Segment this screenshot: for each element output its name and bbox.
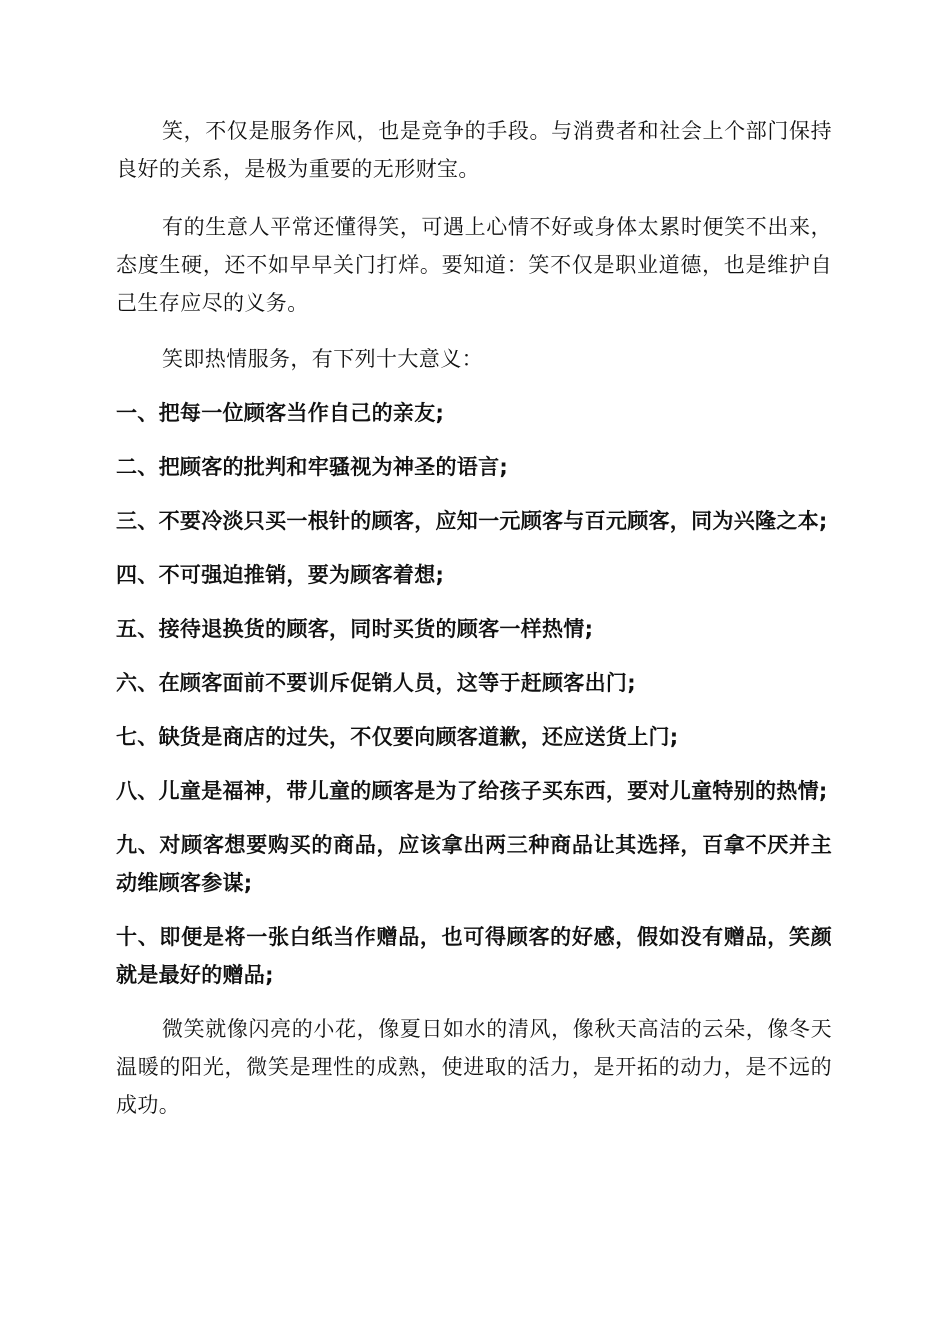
intro-paragraph-3: 笑即热情服务，有下列十大意义： — [162, 347, 483, 371]
intro-paragraph-1: 笑，不仅是服务作风，也是竞争的手段。与消费者和社会上个部门保持良好的关系，是极为重要的无形财宝。 — [116, 119, 832, 181]
document-page — [116, 112, 832, 1124]
list-item-1: 一、把每一位顾客当作自己的亲友; — [116, 401, 445, 425]
list-item-4: 四、不可强迫推销，要为顾客着想; — [116, 563, 445, 587]
list-item-8: 八、儿童是福神，带儿童的顾客是为了给孩子买东西，要对儿童特别的热情; — [116, 779, 828, 803]
intro-paragraph-2: 有的生意人平常还懂得笑，可遇上心情不好或身体太累时便笑不出来，态度生硬，还不如早早关门打烊。要知道：笑不仅是职业道德，也是维护自己生存应尽的义务。 — [116, 215, 832, 315]
list-item-9: 九、对顾客想要购买的商品，应该拿出两三种商品让其选择，百拿不厌并主动维顾客参谋; — [116, 833, 832, 895]
list-item-2: 二、把顾客的批判和牢骚视为神圣的语言; — [116, 455, 509, 479]
meaning-list — [116, 394, 832, 994]
closing-paragraph: 微笑就像闪亮的小花，像夏日如水的清风，像秋天高洁的云朵，像冬天温暖的阳光，微笑是理性的成熟，使进取的活力，是开拓的动力，是不远的成功。 — [116, 1017, 832, 1117]
list-item-7: 七、缺货是商店的过失，不仅要向顾客道歉，还应送货上门; — [116, 725, 679, 749]
list-item-6: 六、在顾客面前不要训斥促销人员，这等于赶顾客出门; — [116, 671, 636, 695]
list-item-5: 五、接待退换货的顾客，同时买货的顾客一样热情; — [116, 617, 594, 641]
list-item-3: 三、不要冷淡只买一根针的顾客，应知一元顾客与百元顾客，同为兴隆之本; — [116, 509, 828, 533]
list-item-10: 十、即便是将一张白纸当作赠品，也可得顾客的好感，假如没有赠品，笑颜就是最好的赠品; — [116, 925, 832, 987]
